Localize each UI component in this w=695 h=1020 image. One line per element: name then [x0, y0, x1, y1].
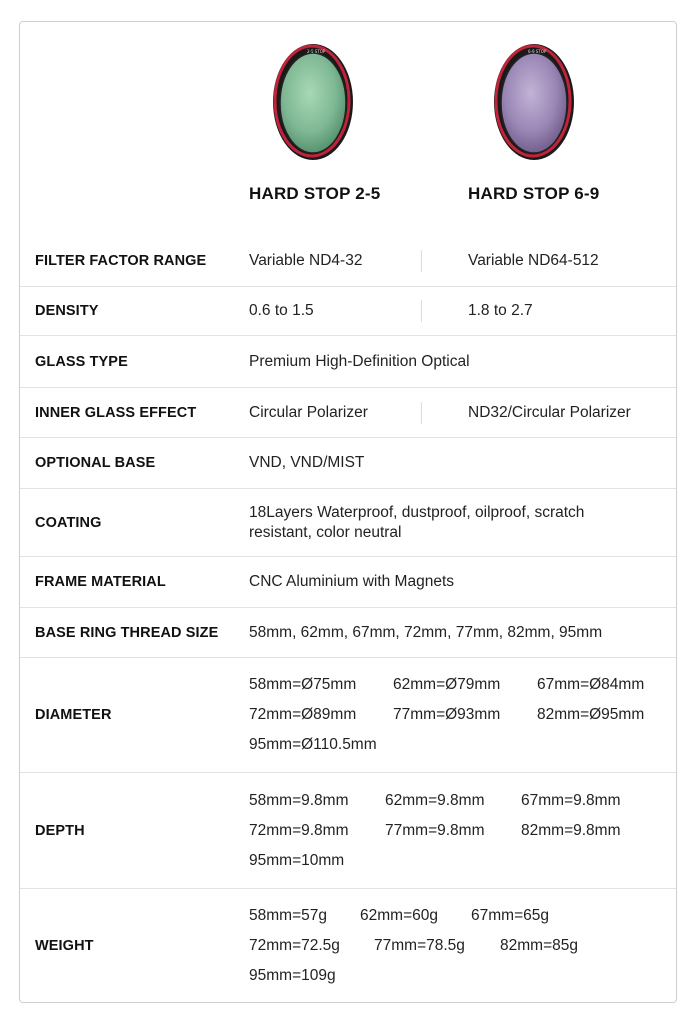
- row-label: BASE RING THREAD SIZE: [35, 624, 219, 641]
- row-value-grid: [249, 786, 657, 876]
- filter-image-hard-stop-6-9: [492, 42, 576, 162]
- row-label: DENSITY: [35, 303, 99, 319]
- row-label: DEPTH: [35, 822, 85, 839]
- weight-cell: 62mm=60g: [360, 906, 438, 924]
- row-value-grid: [249, 901, 600, 991]
- diameter-cell: 67mm=Ø84mm: [537, 676, 645, 693]
- weight-cell: 67mm=65g: [471, 906, 549, 924]
- weight-cell: 77mm=78.5g: [374, 936, 465, 954]
- weight-cell: 95mm=109g: [249, 966, 336, 984]
- diameter-cell: 58mm=Ø75mm: [249, 676, 357, 693]
- row-value: 58mm, 62mm, 67mm, 72mm, 77mm, 82mm, 95mm: [249, 623, 603, 641]
- row-label: FRAME MATERIAL: [35, 574, 166, 590]
- row-value-hard-stop-6-9: Variable ND64-512: [468, 252, 599, 269]
- weight-cell: 58mm=57g: [249, 906, 327, 924]
- depth-cell: 77mm=9.8mm: [385, 821, 485, 839]
- depth-cell: 67mm=9.8mm: [521, 791, 621, 809]
- product-name-hard-stop-2-5: HARD STOP 2-5: [249, 184, 381, 203]
- column-divider: [421, 250, 422, 272]
- row-filter-factor-range: [20, 236, 676, 286]
- row-value-grid: [249, 670, 681, 760]
- row-value: VND, VND/MIST: [249, 454, 365, 471]
- coating-line-1: 18Layers Waterproof, dustproof, oilproof, scratch: [249, 503, 585, 521]
- row-label: FILTER FACTOR RANGE: [35, 253, 207, 269]
- row-label: WEIGHT: [35, 937, 94, 954]
- weight-cell: 82mm=85g: [500, 936, 578, 954]
- depth-cell: 82mm=9.8mm: [521, 821, 621, 839]
- row-optional-base: [20, 437, 676, 488]
- product-header: [20, 22, 676, 236]
- svg-text:6-9 STOP: 6-9 STOP: [528, 49, 547, 54]
- depth-cell: 58mm=9.8mm: [249, 791, 349, 809]
- row-glass-type: [20, 335, 676, 387]
- svg-text:2-5 STOP: 2-5 STOP: [307, 49, 326, 54]
- row-density: [20, 286, 676, 335]
- row-base-ring-thread-size: [20, 607, 676, 657]
- row-value: [249, 503, 584, 543]
- weight-cell: 72mm=72.5g: [249, 936, 340, 954]
- row-label: GLASS TYPE: [35, 353, 128, 370]
- row-value-hard-stop-2-5: Variable ND4-32: [249, 252, 363, 269]
- depth-cell: 62mm=9.8mm: [385, 791, 485, 809]
- row-weight: [20, 888, 676, 1002]
- row-label: DIAMETER: [35, 707, 112, 723]
- product-name-hard-stop-6-9: HARD STOP 6-9: [468, 184, 600, 203]
- row-depth: [20, 772, 676, 888]
- row-value-hard-stop-2-5: Circular Polarizer: [249, 403, 368, 421]
- spec-table: [19, 21, 677, 1003]
- column-divider: [421, 402, 422, 424]
- diameter-cell: 62mm=Ø79mm: [393, 676, 501, 693]
- row-inner-glass-effect: [20, 387, 676, 437]
- row-frame-material: [20, 556, 676, 607]
- diameter-cell: 77mm=Ø93mm: [393, 706, 501, 723]
- row-label: INNER GLASS EFFECT: [35, 404, 197, 421]
- row-value-hard-stop-2-5: 0.6 to 1.5: [249, 302, 314, 319]
- filter-image-hard-stop-2-5: [271, 42, 355, 162]
- diameter-cell: 72mm=Ø89mm: [249, 706, 357, 723]
- row-coating: [20, 488, 676, 556]
- row-value-hard-stop-6-9: ND32/Circular Polarizer: [468, 403, 631, 421]
- row-value: CNC Aluminium with Magnets: [249, 573, 455, 590]
- row-label: OPTIONAL BASE: [35, 455, 156, 471]
- row-value-hard-stop-6-9: 1.8 to 2.7: [468, 302, 533, 319]
- depth-cell: 95mm=10mm: [249, 851, 345, 869]
- diameter-cell: 82mm=Ø95mm: [537, 706, 645, 723]
- depth-cell: 72mm=9.8mm: [249, 821, 349, 839]
- diameter-cell: 95mm=Ø110.5mm: [249, 736, 377, 753]
- column-divider: [421, 300, 422, 322]
- row-label: COATING: [35, 514, 102, 531]
- coating-line-2: resistant, color neutral: [249, 523, 402, 541]
- row-diameter: [20, 657, 676, 772]
- row-value: Premium High-Definition Optical: [249, 352, 470, 370]
